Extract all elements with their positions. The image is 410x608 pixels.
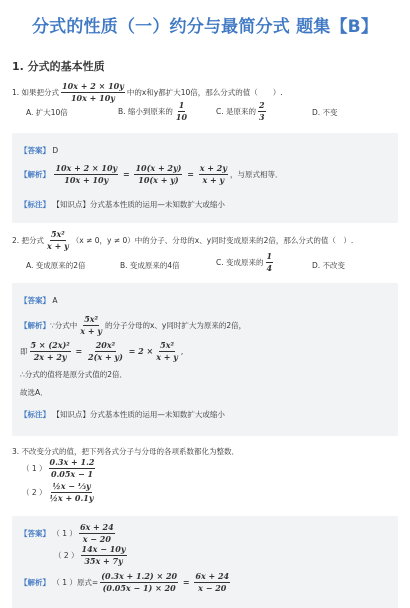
analysis-line: 故选A． (20, 388, 48, 397)
answer-row: 【答案】 （ 1 ） $\frac{6x + 24}{x - 20}$ (20, 522, 114, 544)
answer-row: （ 2 ） $\frac{14x - 10y}{35x + 7y}$ (54, 544, 126, 566)
option-a: A. 变成原来的2倍 (26, 261, 86, 270)
solution-box-1 (12, 133, 398, 223)
option-d: D. 不变 (312, 108, 338, 117)
answer-row: 【答案】 A (20, 296, 58, 305)
analysis-line: 即 $\frac{\text{5 × (2x)²}}{2x + 2y}$ = $\frac{\text{20x²}}{2(x + y)}$ = 2 × $\frac{\text{5x²}}{x + y}$ , (20, 340, 184, 362)
option-a: A. 扩大10倍 (26, 108, 68, 117)
question-text: 中的x和y都扩大10倍，那么分式的值（ ）. (126, 87, 283, 97)
sub-question-2: （ 2 ） $\frac{\text{½x − ⅓y}}{\text{½x + 0.1y}}$ (22, 481, 94, 503)
analysis-row: 【解析】 ∵分式中 $\frac{\text{5x²}}{x + y}$ 的分子分母的x、y同时扩大为原来的2倍， (20, 314, 247, 336)
note-row: 【标注】 【知识点】分式基本性质的运用—未知数扩大或缩小 (20, 410, 225, 419)
question-2-stem: 2. 把分式 $\frac{\text{5x²}}{x + y}$ （x ≠ 0，y ≠ 0）中的分子、分母的x、y同时变成原来的2倍，那么分式的值（ ）. (12, 229, 354, 251)
solution-box-2 (12, 283, 398, 436)
section-heading: 1. 分式的基本性质 (12, 60, 105, 73)
sub-question-1: （ 1 ） $\frac{0.3x + 1.2}{0.05x - 1}$ (22, 457, 95, 479)
analysis-row: 【解析】 （ 1 ） 原式= $\frac{(0.3x + 1.2) \times 20}{(0.05x - 1) \times 20}$ = $\frac{6x + 24}{x - 20}$ (20, 571, 230, 593)
note-row: 【标注】 【知识点】分式基本性质的运用—未知数扩大或缩小 (20, 200, 225, 209)
question-1-stem (12, 82, 283, 103)
answer-row: 【答案】 D (20, 146, 59, 155)
solution-box-3 (12, 516, 398, 608)
option-b: B. 缩小到原来的 $\frac{1}{10}$ (118, 100, 188, 122)
analysis-row: 【解析】 $\frac{10x + 2 \times 10y}{10x + 10y}$ = $\frac{10(x + 2y)}{10(x + y)}$ = $\frac{x + 2y}{x + y}$ ，与原式相等． (20, 163, 283, 185)
question-number: 1. (12, 87, 20, 97)
question-3-stem: 3. 不改变分式的值，把下列各式分子与分母的各项系数都化为整数． (12, 447, 240, 456)
fraction: $\frac{10x + 2 \times 10y}{10x + 10y}$ (62, 81, 124, 103)
option-d: D. 不改变 (312, 261, 346, 270)
option-c: C. 是原来的 $\frac{2}{3}$ (216, 100, 265, 122)
analysis-line: ∴分式的值将是原分式值的2倍． (20, 370, 128, 379)
page-title: 分式的性质（一）约分与最简分式 题集【B】 (31, 17, 379, 37)
question-text: 如果把分式 (21, 87, 60, 97)
option-b: B. 变成原来的4倍 (120, 261, 180, 270)
option-c: C. 变成原来的 $\frac{1}{4}$ (216, 251, 273, 273)
